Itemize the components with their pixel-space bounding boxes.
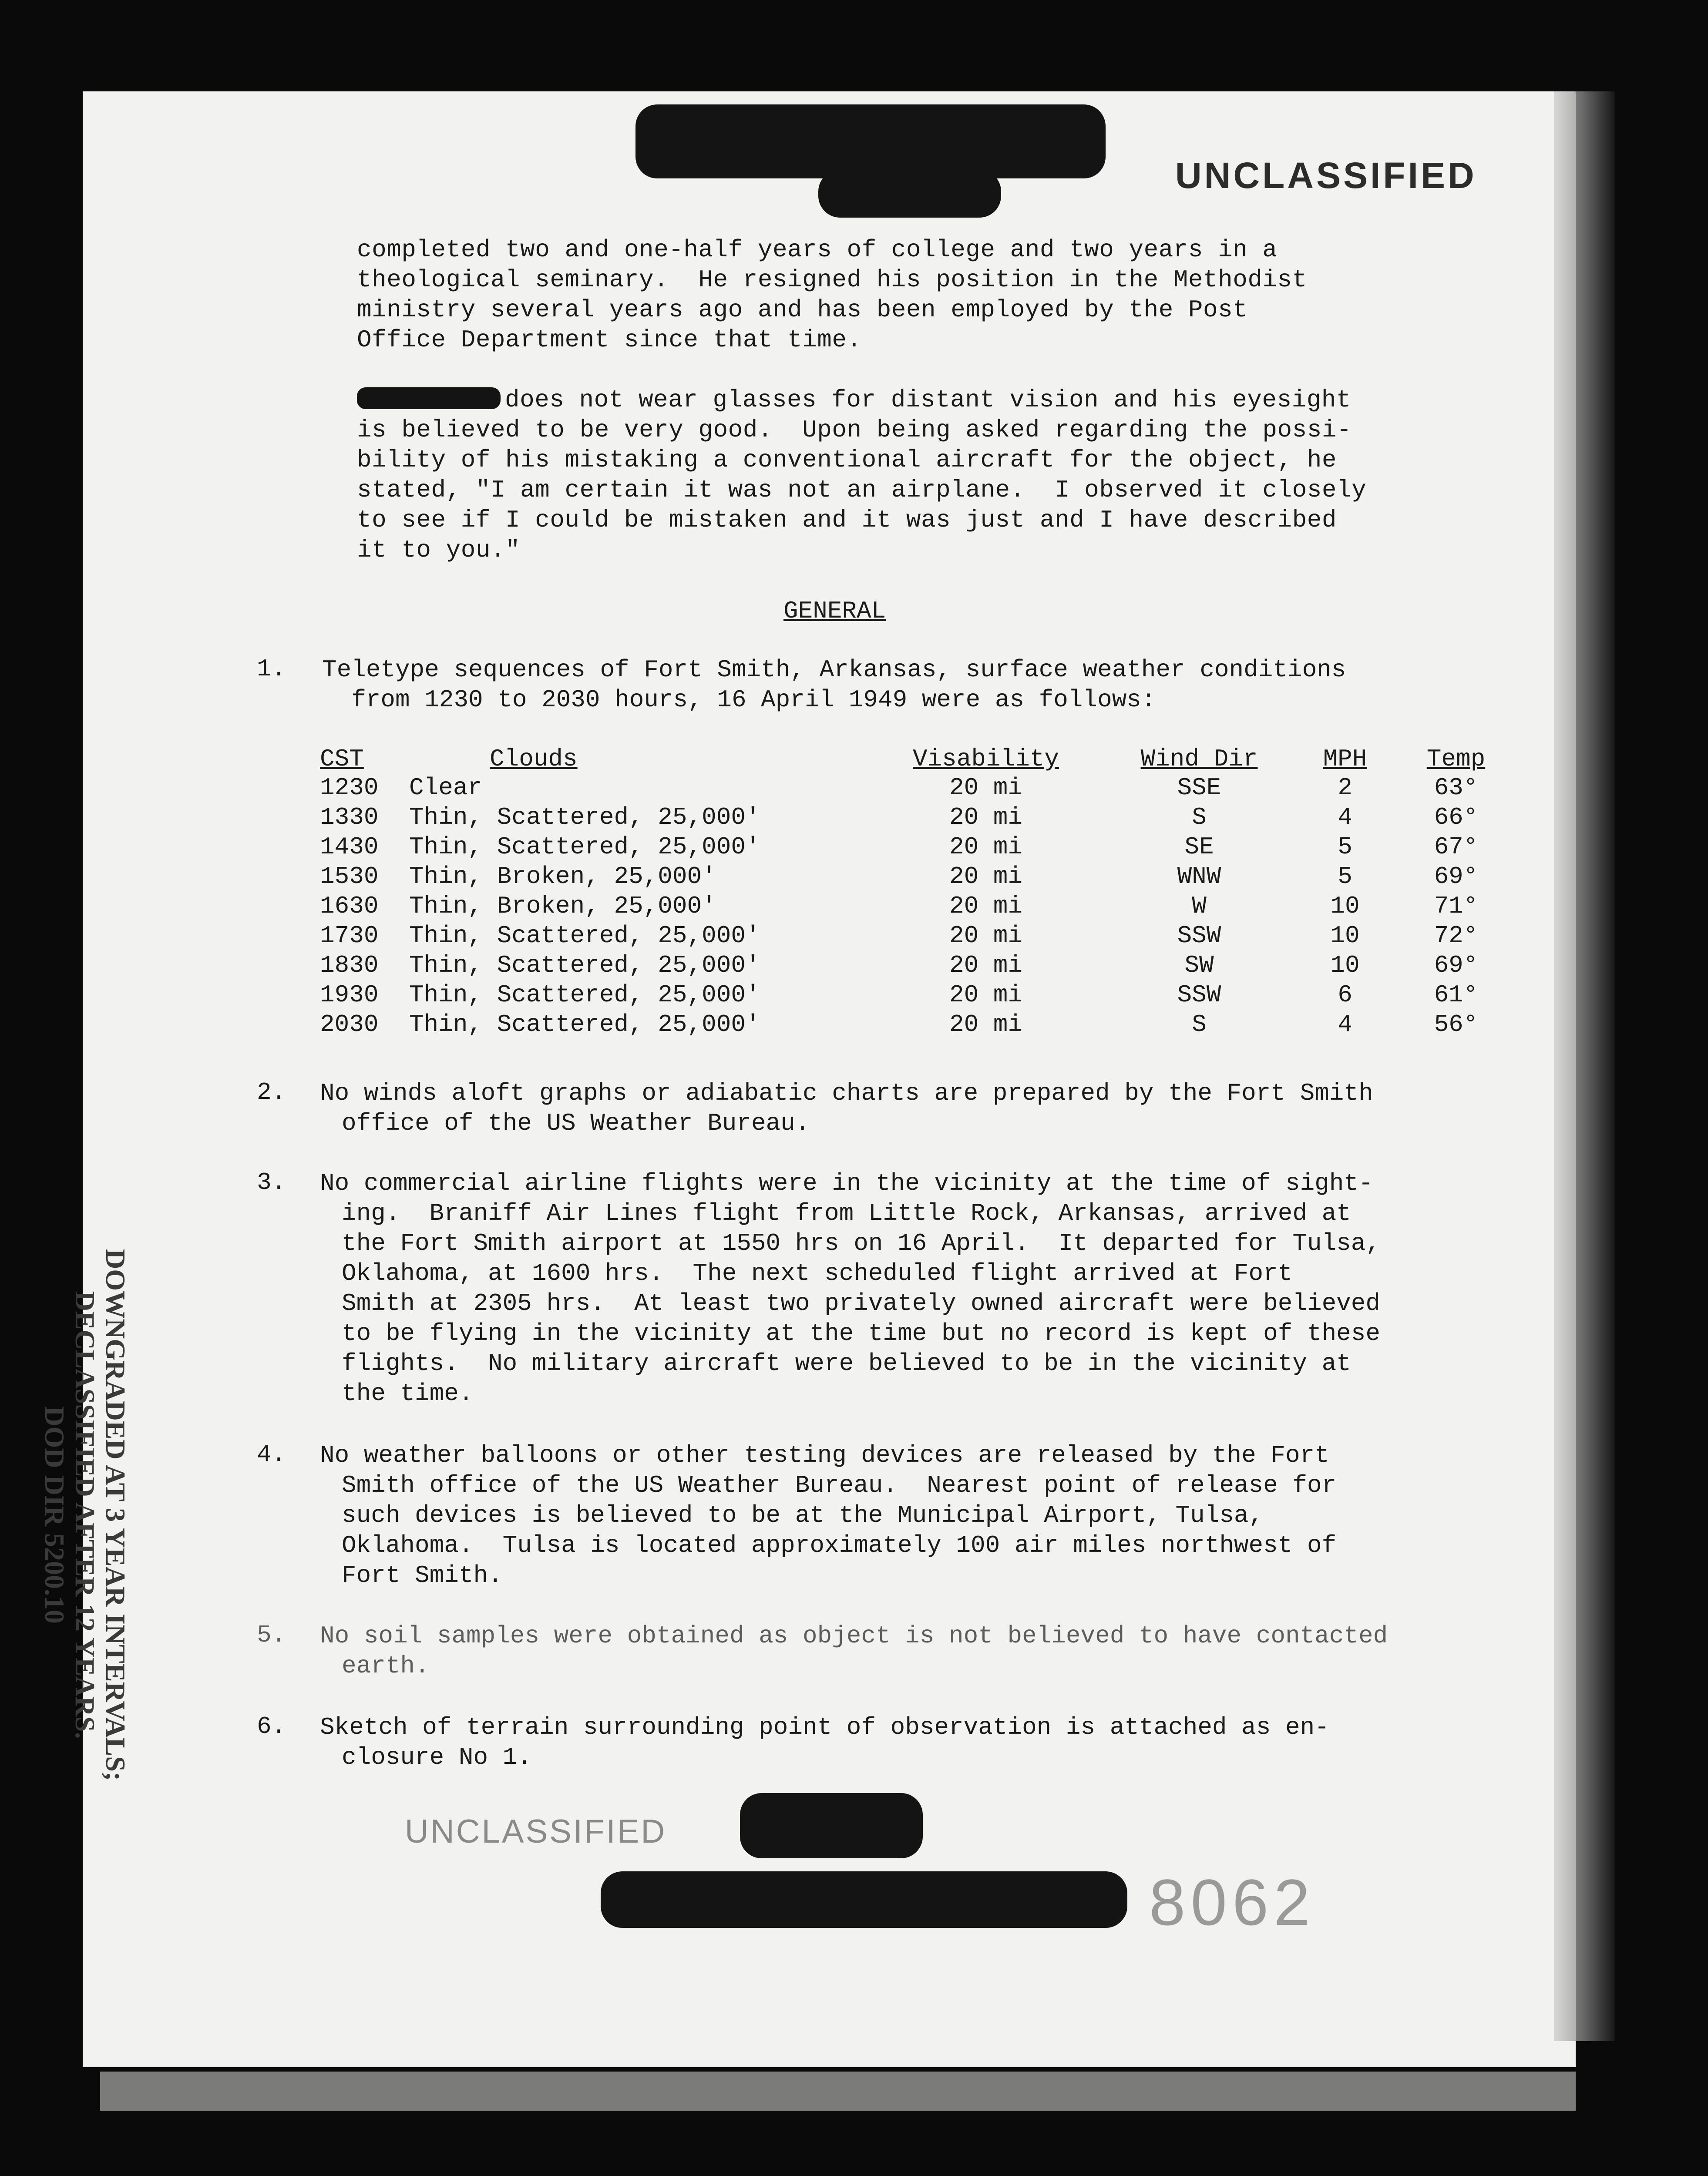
classification-stamp-top: UNCLASSIFIED	[1175, 155, 1477, 196]
item-line: Smith office of the US Weather Bureau. Nearest point of release for	[342, 1471, 1337, 1499]
cell-cst: 1630	[320, 892, 379, 920]
redaction-bottom-2	[601, 1871, 1127, 1928]
header-visability: Visability	[912, 745, 1059, 773]
cell-mph: 6	[1338, 981, 1352, 1009]
cell-wind-dir: S	[1192, 1011, 1207, 1038]
cell-visability: 20 mi	[949, 922, 1023, 950]
cell-clouds: Thin, Broken, 25,000'	[409, 863, 716, 890]
eyesight-line: it to you."	[357, 536, 521, 564]
downgrade-line-3: DOD DIR 5200.10	[39, 1406, 70, 1624]
downgrade-line-1: DOWNGRADED AT 3 YEAR INTERVALS;	[100, 1249, 131, 1781]
item-3-text	[320, 1169, 1380, 1409]
cell-temp: 71°	[1434, 892, 1478, 920]
cell-visability: 20 mi	[949, 981, 1023, 1009]
cell-cst: 1730	[320, 922, 379, 950]
table-row	[320, 891, 1521, 921]
cell-wind-dir: SSW	[1177, 981, 1221, 1009]
intro-line: Office Department since that time.	[357, 326, 862, 354]
item-number: 3.	[257, 1169, 286, 1196]
redaction-top	[635, 104, 1106, 178]
cell-wind-dir: W	[1192, 892, 1207, 920]
cell-temp: 61°	[1434, 981, 1478, 1009]
cell-temp: 66°	[1434, 803, 1478, 831]
cell-clouds: Thin, Scattered, 25,000'	[409, 803, 760, 831]
table-row	[320, 1010, 1521, 1039]
cell-wind-dir: WNW	[1177, 863, 1221, 890]
cell-clouds: Thin, Broken, 25,000'	[409, 892, 716, 920]
table-row	[320, 950, 1521, 980]
item-2-text	[320, 1078, 1373, 1138]
cell-visability: 20 mi	[949, 803, 1023, 831]
header-temp: Temp	[1426, 745, 1486, 773]
table-row	[320, 803, 1521, 832]
eyesight-line: is believed to be very good. Upon being asked regarding the possi-	[357, 416, 1352, 444]
cell-wind-dir: SSE	[1177, 774, 1221, 802]
item-line: No commercial airline flights were in the vicinity at the time of sight-	[320, 1169, 1373, 1197]
item-line: No soil samples were obtained as object is not believed to have contacted	[320, 1622, 1388, 1650]
eyesight-line: bility of his mistaking a conventional aircraft for the object, he	[357, 446, 1337, 474]
item-5-text	[320, 1621, 1388, 1681]
downgrade-stamp	[39, 1249, 131, 1781]
item-number: 4.	[257, 1441, 286, 1468]
scan-bottom-strip	[100, 2072, 1576, 2111]
cell-mph: 10	[1330, 922, 1360, 950]
item-line: ing. Braniff Air Lines flight from Little Rock, Arkansas, arrived at	[342, 1199, 1351, 1227]
downgrade-line-2: DECLASSIFIED AFTER 12 YEARS.	[70, 1291, 101, 1739]
cell-cst: 1430	[320, 833, 379, 861]
cell-clouds: Clear	[409, 774, 483, 802]
eyesight-paragraph-rest	[357, 415, 1366, 565]
item-line: the time.	[342, 1380, 474, 1407]
cell-visability: 20 mi	[949, 1011, 1023, 1038]
cell-wind-dir: S	[1192, 803, 1207, 831]
item-4-text	[320, 1441, 1336, 1591]
cell-mph: 4	[1338, 1011, 1352, 1038]
redaction-top-2	[818, 170, 1001, 218]
item-line: Oklahoma, at 1600 hrs. The next scheduled flight arrived at Fort	[342, 1259, 1293, 1287]
reference-number: 8062	[1149, 1866, 1315, 1939]
table-row	[320, 832, 1521, 862]
cell-mph: 4	[1338, 803, 1352, 831]
item-number: 1.	[257, 655, 286, 683]
item-line: Teletype sequences of Fort Smith, Arkansas, surface weather conditions	[322, 656, 1346, 684]
classification-stamp-bottom: UNCLASSIFIED	[405, 1813, 667, 1850]
item-line: flights. No military aircraft were believed to be in the vicinity at	[342, 1350, 1351, 1377]
eyesight-line: stated, "I am certain it was not an airplane. I observed it closely	[357, 476, 1367, 504]
redaction-name	[357, 387, 501, 409]
item-line: office of the US Weather Bureau.	[342, 1109, 810, 1137]
cell-visability: 20 mi	[949, 833, 1023, 861]
cell-wind-dir: SSW	[1177, 922, 1221, 950]
item-line: from 1230 to 2030 hours, 16 April 1949 were as follows:	[322, 686, 1156, 714]
cell-cst: 2030	[320, 1011, 379, 1038]
header-clouds: Clouds	[490, 745, 578, 773]
item-line: Fort Smith.	[342, 1561, 503, 1589]
cell-mph: 10	[1330, 951, 1360, 979]
item-number: 2.	[257, 1078, 286, 1106]
cell-temp: 69°	[1434, 951, 1478, 979]
redaction-bottom-1	[740, 1793, 923, 1858]
cell-mph: 5	[1338, 833, 1352, 861]
item-line: closure No 1.	[342, 1743, 532, 1771]
cell-wind-dir: SW	[1184, 951, 1214, 979]
cell-cst: 1830	[320, 951, 379, 979]
table-header-row	[320, 745, 1521, 773]
item-number: 6.	[257, 1713, 286, 1740]
cell-cst: 1330	[320, 803, 379, 831]
eyesight-line: to see if I could be mistaken and it was just and I have described	[357, 506, 1337, 534]
cell-clouds: Thin, Scattered, 25,000'	[409, 1011, 760, 1038]
cell-clouds: Thin, Scattered, 25,000'	[409, 951, 760, 979]
cell-clouds: Thin, Scattered, 25,000'	[409, 833, 760, 861]
intro-line: theological seminary. He resigned his position in the Methodist	[357, 266, 1307, 294]
cell-temp: 72°	[1434, 922, 1478, 950]
table-row	[320, 773, 1521, 803]
header-mph: MPH	[1323, 745, 1367, 773]
item-number: 5.	[257, 1621, 286, 1649]
item-line: to be flying in the vicinity at the time but no record is kept of these	[342, 1320, 1380, 1347]
cell-cst: 1230	[320, 774, 379, 802]
cell-temp: 56°	[1434, 1011, 1478, 1038]
item-line: No winds aloft graphs or adiabatic charts are prepared by the Fort Smith	[320, 1079, 1373, 1107]
cell-clouds: Thin, Scattered, 25,000'	[409, 922, 760, 950]
cell-cst: 1930	[320, 981, 379, 1009]
cell-temp: 67°	[1434, 833, 1478, 861]
intro-paragraph	[357, 235, 1307, 355]
cell-clouds: Thin, Scattered, 25,000'	[409, 981, 760, 1009]
table-row	[320, 921, 1521, 950]
table-row	[320, 862, 1521, 891]
cell-cst: 1530	[320, 863, 379, 890]
scan-edge-shadow	[1554, 91, 1615, 2041]
cell-visability: 20 mi	[949, 774, 1023, 802]
cell-visability: 20 mi	[949, 892, 1023, 920]
item-line: the Fort Smith airport at 1550 hrs on 16 April. It departed for Tulsa,	[342, 1229, 1380, 1257]
item-6-text	[320, 1713, 1329, 1773]
table-row	[320, 980, 1521, 1010]
cell-mph: 5	[1338, 863, 1352, 890]
item-line: earth.	[342, 1652, 430, 1680]
cell-mph: 2	[1338, 774, 1352, 802]
section-heading: GENERAL	[783, 597, 886, 625]
eyesight-paragraph-first: does not wear glasses for distant vision and his eyesight	[505, 386, 1352, 414]
cell-mph: 10	[1330, 892, 1360, 920]
intro-line: completed two and one-half years of college and two years in a	[357, 236, 1278, 264]
item-line: Sketch of terrain surrounding point of observation is attached as en-	[320, 1713, 1329, 1741]
item-1-text	[322, 655, 1346, 715]
cell-wind-dir: SE	[1184, 833, 1214, 861]
item-line: Oklahoma. Tulsa is located approximately 100 air miles northwest of	[342, 1531, 1337, 1559]
cell-visability: 20 mi	[949, 863, 1023, 890]
weather-table	[320, 745, 1521, 1039]
cell-temp: 63°	[1434, 774, 1478, 802]
item-line: Smith at 2305 hrs. At least two privately owned aircraft were believed	[342, 1289, 1380, 1317]
item-line: such devices is believed to be at the Municipal Airport, Tulsa,	[342, 1501, 1264, 1529]
item-line: No weather balloons or other testing devices are released by the Fort	[320, 1441, 1329, 1469]
header-wind-dir: Wind Dir	[1140, 745, 1258, 773]
intro-line: ministry several years ago and has been employed by the Post	[357, 296, 1248, 324]
header-cst: CST	[320, 745, 364, 773]
cell-temp: 69°	[1434, 863, 1478, 890]
cell-visability: 20 mi	[949, 951, 1023, 979]
